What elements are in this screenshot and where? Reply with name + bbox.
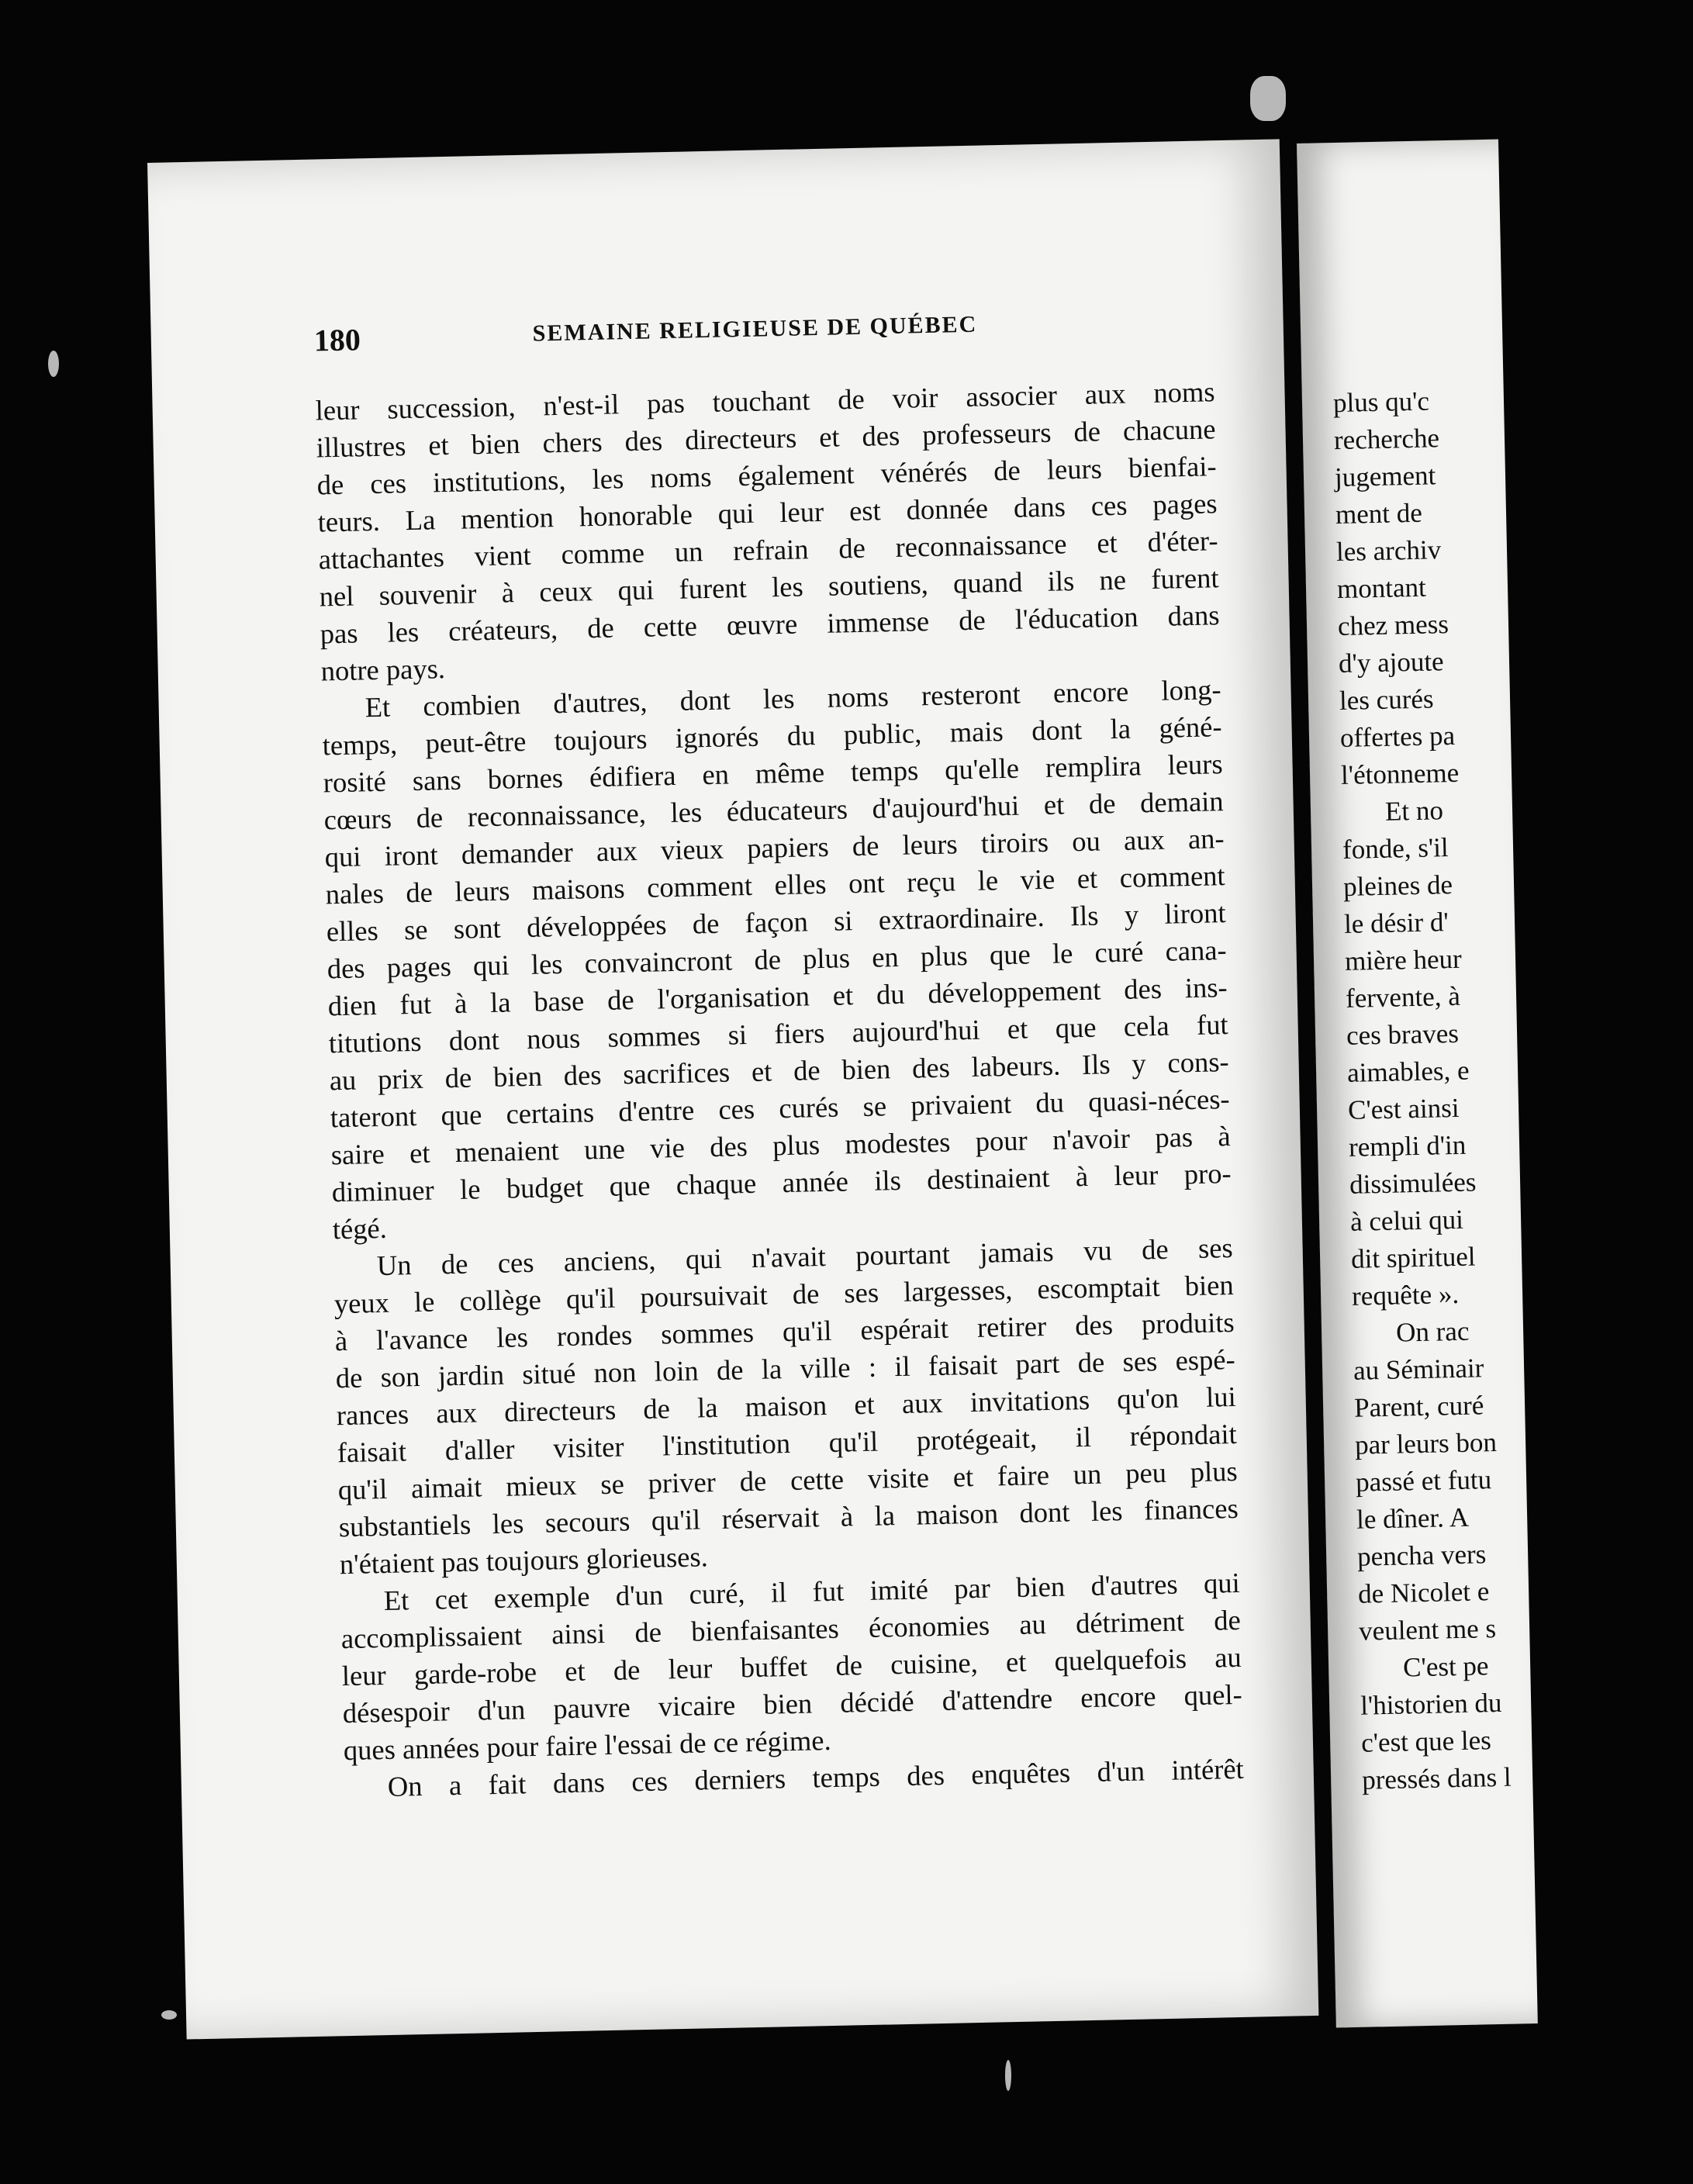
text-line: qu'il aimait mieux se priver de cette visite et faire un peu plus bbox=[337, 1454, 1239, 1506]
text-line: pencha vers bbox=[1356, 1539, 1487, 1572]
text-line: leur garde-robe et de leur buffet de cuisine, et quelquefois au bbox=[341, 1640, 1242, 1692]
text-line: de ces institutions, les noms également vénérés de leurs bienfai- bbox=[316, 450, 1217, 501]
text-line: diminuer le budget que chaque année ils destinaient à leur pro- bbox=[331, 1157, 1232, 1208]
text-line: fervente, à bbox=[1345, 980, 1461, 1014]
text-line: rances aux directeurs de la maison et aux invitations qu'on lui bbox=[336, 1380, 1237, 1432]
text-line: Et cet exemple d'un curé, il fut imité par bien d'autres qui bbox=[383, 1566, 1241, 1617]
text-line: mière heur bbox=[1344, 943, 1463, 976]
text-line: On a fait dans ces derniers temps des enquêtes d'un intérêt bbox=[387, 1752, 1245, 1802]
text-line: les curés bbox=[1339, 683, 1434, 717]
text-line: accomplissaient ainsi de bienfaisantes économies au détriment de bbox=[340, 1603, 1242, 1655]
text-line: titutions dont nous sommes si fiers aujourd'hui et que cela fut bbox=[328, 1008, 1228, 1059]
text-line: Et no bbox=[1384, 795, 1444, 827]
text-line: attachantes vient comme un refrain de reconnaissance et d'éter- bbox=[318, 524, 1218, 575]
text-line: dissimulées bbox=[1349, 1166, 1477, 1200]
text-line: rosité sans bornes édifiera en même temps qu'elle remplira leurs bbox=[323, 748, 1223, 799]
text-line: faisait d'aller visiter l'institution qu'il protégeait, il répondait bbox=[337, 1417, 1238, 1469]
text-line: pressés dans l bbox=[1361, 1761, 1512, 1795]
text-line: désespoir d'un pauvre vicaire bien décidé d'attendre encore quel- bbox=[342, 1678, 1243, 1730]
right-page-text bbox=[1333, 378, 1688, 1799]
text-line: ques années pour faire l'essai de ce régime. bbox=[343, 1723, 832, 1767]
text-line: requête ». bbox=[1351, 1278, 1460, 1311]
text-line: des pages qui les convaincront de plus en plus que le curé cana- bbox=[327, 934, 1227, 985]
text-line: passé et futu bbox=[1355, 1464, 1492, 1498]
text-line: nales de leurs maisons comment elles ont reçu le vie et comment bbox=[325, 859, 1225, 911]
text-line: recherche bbox=[1333, 423, 1440, 456]
text-line: C'est ainsi bbox=[1347, 1092, 1460, 1125]
text-line: Parent, curé bbox=[1353, 1390, 1484, 1423]
text-line: c'est que les bbox=[1360, 1725, 1492, 1758]
text-line: qui iront demander aux vieux papiers de leurs tiroirs ou aux an- bbox=[324, 822, 1225, 873]
text-line: le dîner. A bbox=[1356, 1502, 1470, 1535]
text-line: notre pays. bbox=[320, 652, 446, 687]
text-line: yeux le collège qu'il poursuivait de ses largesses, escomptait bien bbox=[333, 1268, 1235, 1320]
right-page bbox=[1297, 140, 1538, 2028]
page-number: 180 bbox=[313, 322, 361, 358]
text-line: rempli d'in bbox=[1348, 1129, 1467, 1163]
text-line: à celui qui bbox=[1349, 1204, 1464, 1237]
text-line: jugement bbox=[1334, 460, 1436, 493]
left-page bbox=[147, 139, 1318, 2039]
text-line: ment de bbox=[1335, 497, 1423, 530]
text-line: au Séminair bbox=[1353, 1353, 1484, 1386]
text-line: de son jardin situé non loin de la ville : il faisait part de ses espé- bbox=[335, 1343, 1236, 1394]
text-line: l'étonneme bbox=[1340, 757, 1460, 790]
text-line: substantiels les secours qu'il réservait à la maison dont les finances bbox=[338, 1491, 1239, 1543]
text-line: tégé. bbox=[332, 1211, 388, 1246]
text-line: leur succession, n'est-il pas touchant de voir associer aux noms bbox=[315, 375, 1215, 427]
text-line: illustres et bien chers des directeurs et des professeurs de chacune bbox=[316, 413, 1216, 464]
text-line: au prix de bien des sacrifices et de bien des labeurs. Ils y cons- bbox=[329, 1045, 1229, 1097]
text-line: aimables, e bbox=[1346, 1055, 1470, 1088]
text-line: temps, peut-être toujours ignorés du public, mais dont la géné- bbox=[322, 710, 1222, 762]
text-line: fonde, s'il bbox=[1342, 832, 1449, 865]
text-line: l'historien du bbox=[1360, 1687, 1502, 1721]
text-line: chez mess bbox=[1337, 609, 1449, 642]
page-header bbox=[313, 302, 1245, 368]
text-line: le désir d' bbox=[1343, 907, 1449, 939]
text-line: dien fut à la base de l'organisation et du développement des ins- bbox=[327, 971, 1228, 1022]
text-line: montant bbox=[1336, 572, 1427, 605]
running-title: SEMAINE RELIGIEUSE DE QUÉBEC bbox=[532, 311, 978, 347]
text-line: pas les créateurs, de cette œuvre immense de l'éducation dans bbox=[320, 599, 1220, 650]
text-line: On rac bbox=[1395, 1315, 1470, 1348]
text-line: les archiv bbox=[1335, 534, 1442, 568]
text-line: pleines de bbox=[1342, 869, 1453, 902]
text-line: Un de ces anciens, qui n'avait pourtant jamais vu de ses bbox=[376, 1232, 1234, 1282]
text-line: teurs. La mention honorable qui leur est donnée dans ces pages bbox=[317, 487, 1218, 538]
text-line: cœurs de reconnaissance, les éducateurs d'aujourd'hui et de demain bbox=[323, 785, 1224, 836]
text-line: plus qu'c bbox=[1332, 385, 1430, 419]
text-line: n'étaient pas toujours glorieuses. bbox=[339, 1540, 709, 1581]
text-line: à l'avance les rondes sommes qu'il espérait retirer des produits bbox=[334, 1305, 1235, 1357]
text-line: d'y ajoute bbox=[1338, 646, 1445, 679]
text-line: nel souvenir à ceux qui furent les soutiens, quand ils ne furent bbox=[319, 562, 1219, 613]
text-line: elles se sont développées de façon si extraordinaire. Ils y liront bbox=[326, 897, 1226, 948]
text-line: ces braves bbox=[1346, 1018, 1460, 1051]
text-line: saire et menaient une vie des plus modestes pour n'avoir pas à bbox=[330, 1120, 1232, 1171]
text-line: dit spirituel bbox=[1350, 1241, 1476, 1274]
text-line: C'est pe bbox=[1402, 1650, 1489, 1683]
text-line: tateront que certains d'entre ces curés se privaient du quasi-néces- bbox=[330, 1083, 1231, 1134]
text-line: par leurs bon bbox=[1354, 1426, 1498, 1460]
text-line: offertes pa bbox=[1339, 720, 1456, 753]
text-line: Et combien d'autres, dont les noms resteront encore long- bbox=[365, 673, 1221, 724]
body-text bbox=[315, 373, 1244, 1806]
text-line: veulent me s bbox=[1358, 1613, 1497, 1647]
text-line: de Nicolet e bbox=[1357, 1576, 1490, 1609]
